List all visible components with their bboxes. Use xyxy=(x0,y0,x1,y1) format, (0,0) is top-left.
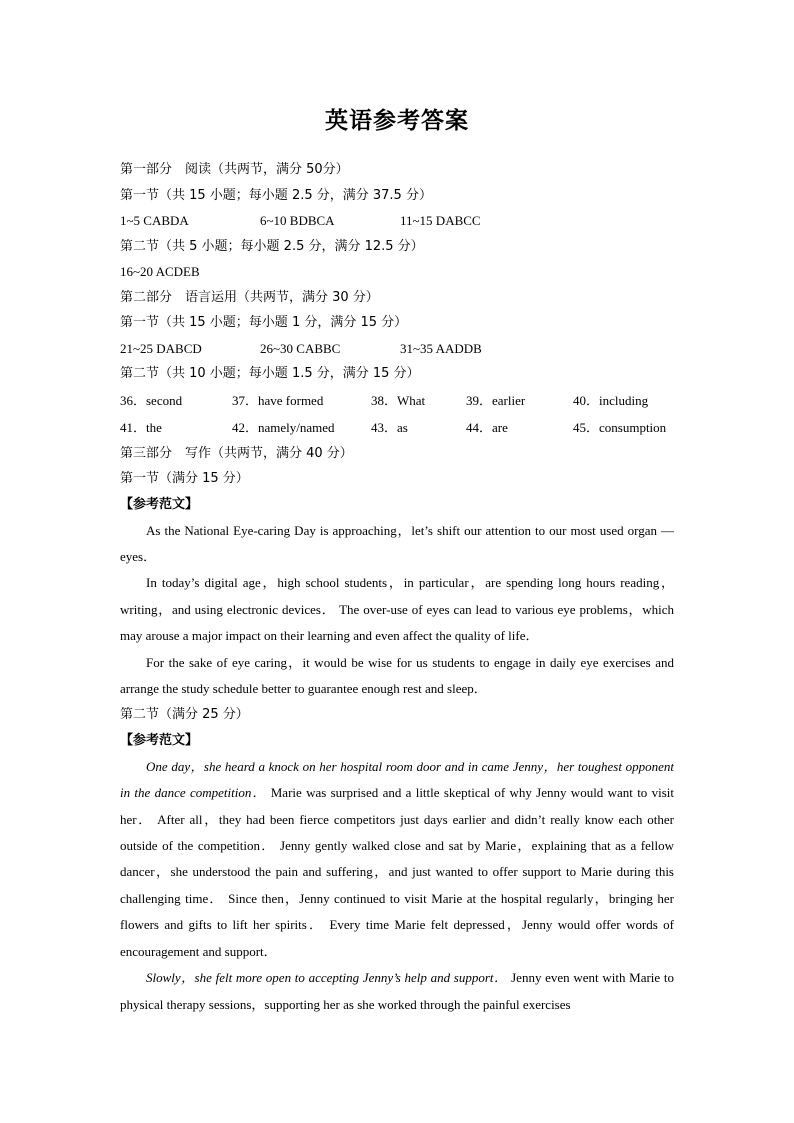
part2-section2-row1 xyxy=(120,387,674,414)
answer-item: 43．as xyxy=(371,419,408,435)
continuation-text: Jenny even went with Marie to physical therapy sessions，supporting her as she worked through the painful exercises xyxy=(120,970,674,1012)
part1-section2-answers xyxy=(120,259,674,285)
answer-content xyxy=(120,157,674,1018)
answer-group: 31~35 AADDB xyxy=(400,340,482,356)
answer-item: 45．consumption xyxy=(573,419,667,435)
answer-item: 39．earlier xyxy=(466,392,526,408)
sample-essay-label: 【参考范文】 xyxy=(120,496,199,512)
answer-group: 11~15 DABCC xyxy=(400,213,481,228)
answer-group: 6~10 BDBCA xyxy=(260,213,335,228)
sample-essay-label: 【参考范文】 xyxy=(120,732,199,748)
given-opening-sentence: Slowly，she felt more open to accepting Jenny’s help and support． xyxy=(146,970,508,986)
part3-section2-heading: 第二节（满分 25 分） xyxy=(120,707,249,723)
essay1-paragraph: In today’s digital age，high school students，in particular，are spending long hours reading，writing，and using electronic devices． The over-use of eyes can lead to various eye problems，which may arouse a major impact on their learning and even affect the quality of life． xyxy=(120,575,674,644)
part2-section2-row2 xyxy=(120,414,674,441)
answer-group: 1~5 CABDA xyxy=(120,213,189,228)
part2-section1-heading: 第一节（共 15 小题；每小题 1 分，满分 15 分） xyxy=(120,315,408,330)
answer-group: 16~20 ACDEB xyxy=(120,264,200,279)
given-opening-sentence: One day，she heard a knock on her hospital room door and in came Jenny，her toughest opponent in the dance competition． xyxy=(120,758,674,801)
essay1-paragraph: For the sake of eye caring，it would be wise for us students to engage in daily eye exercises and arrange the study schedule better to guarantee enough rest and sleep． xyxy=(120,654,674,696)
answer-item: 41．the xyxy=(120,419,162,435)
answer-item: 36．second xyxy=(120,392,183,408)
answer-item: 38．What xyxy=(371,392,426,408)
answer-group: 21~25 DABCD xyxy=(120,340,202,356)
part1-section2-heading: 第二节（共 5 小题；每小题 2.5 分，满分 12.5 分） xyxy=(120,238,424,254)
answer-item: 40．including xyxy=(573,392,649,408)
part1-section1-answers xyxy=(120,208,674,234)
answer-item: 42．namely/named xyxy=(232,419,335,435)
essay2-paragraph xyxy=(120,754,674,965)
part3-section1-heading: 第一节（满分 15 分） xyxy=(120,471,249,486)
answer-item: 37．have formed xyxy=(232,392,324,408)
part2-section2-heading: 第二节（共 10 小题；每小题 1.5 分，满分 15 分） xyxy=(120,366,420,381)
essay1-paragraph: As the National Eye-caring Day is approaching，let’s shift our attention to our most used organ — eyes． xyxy=(120,522,674,564)
part3-heading: 第三部分 写作（共两节，满分 40 分） xyxy=(120,445,353,461)
part1-section1-heading: 第一节（共 15 小题；每小题 2.5 分，满分 37.5 分） xyxy=(120,187,432,203)
continuation-text: Marie was surprised and a little skeptical of why Jenny would want to visit her． After all，they had been fierce competitors just days earlier and didn’t really know each other outside of the competition． Jenny gently walked close and sat by Marie，explaining that as a fellow dancer，she understood the pain and suffering，and just wanted to offer support to Marie during this challenging time． Since then，Jenny continued to visit Marie at the hospital regularly，bringing her flowers and gifts to lift her spirits． Every time Marie felt depressed，Jenny would offer words of encouragement and support． xyxy=(120,785,675,959)
part2-section1-answers xyxy=(120,336,674,362)
essay2-paragraph xyxy=(120,965,674,1018)
answer-group: 26~30 CABBC xyxy=(260,340,341,356)
page-title: 英语参考答案 xyxy=(325,108,469,134)
answer-item: 44．are xyxy=(466,419,508,435)
part2-heading: 第二部分 语言运用（共两节，满分 30 分） xyxy=(120,289,379,305)
part1-heading: 第一部分 阅读（共两节，满分 50分） xyxy=(120,162,349,177)
